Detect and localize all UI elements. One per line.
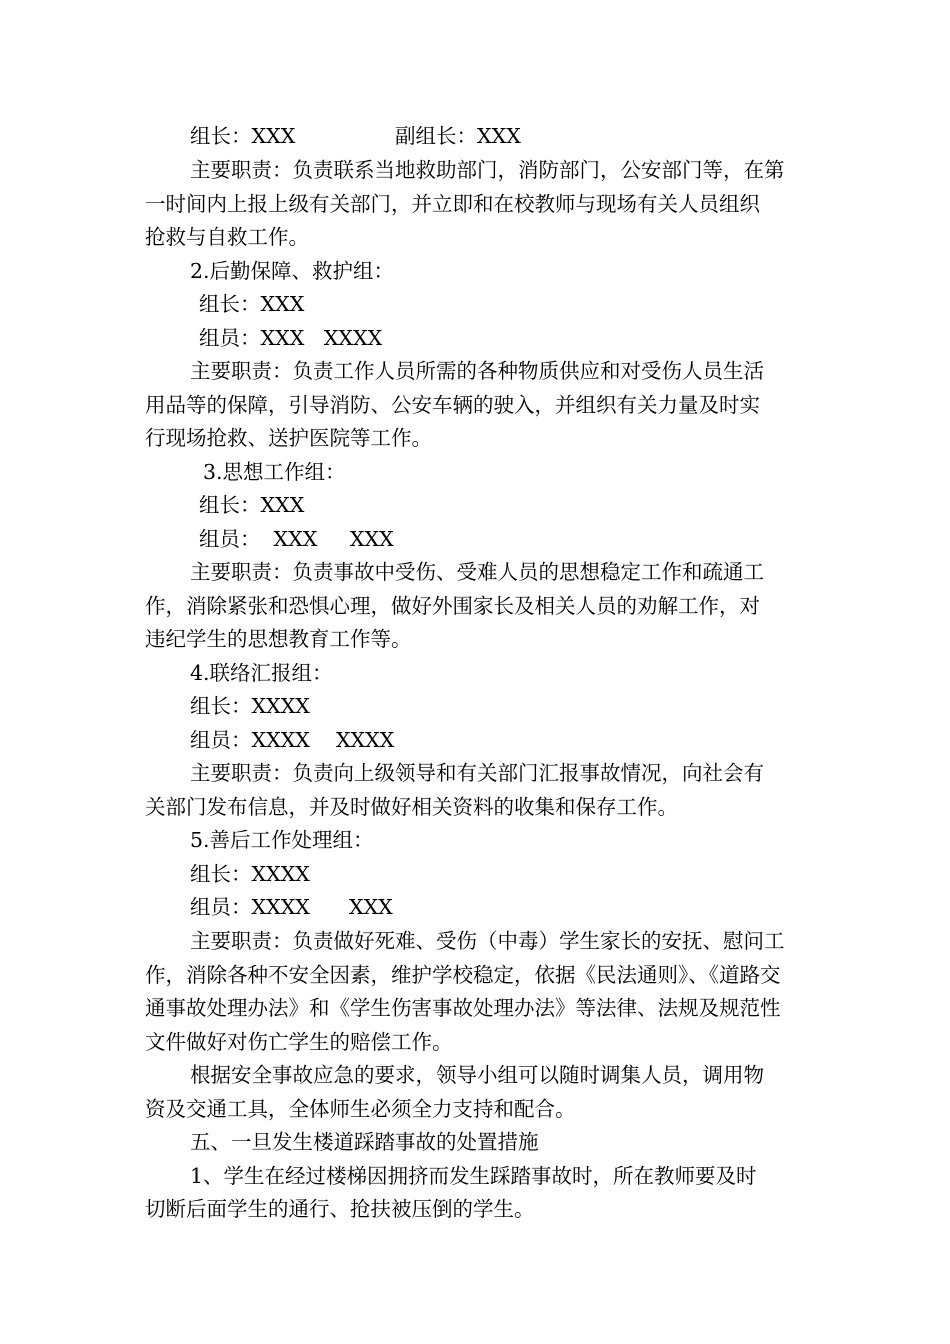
group2-heading: 2.后勤保障、救护组： <box>190 259 395 283</box>
group3-duty-line-1: 主要职责：负责事故中受伤、受难人员的思想稳定工作和疏通工 <box>190 560 764 584</box>
group2-duty-line-1: 主要职责：负责工作人员所需的各种物质供应和对受伤人员生活 <box>190 359 764 383</box>
summary-line-1: 根据安全事故应急的要求，领导小组可以随时调集人员，调用物 <box>190 1063 764 1087</box>
group1-duty-line-1: 主要职责：负责联系当地救助部门，消防部门，公安部门等，在第 <box>190 158 785 182</box>
group4-duty-line-1: 主要职责：负责向上级领导和有关部门汇报事故情况，向社会有 <box>190 761 764 785</box>
group3-members: 组员： XXX XXX <box>199 527 394 551</box>
group1-duty-line-3: 抢救与自救工作。 <box>145 225 309 249</box>
section-5-heading: 五、一旦发生楼道踩踏事故的处置措施 <box>190 1130 539 1154</box>
group5-heading: 5.善后工作处理组： <box>190 828 374 852</box>
group1-leader: 组长：XXX <box>190 124 296 148</box>
group4-heading: 4.联络汇报组： <box>190 661 333 685</box>
group3-duty-line-3: 违纪学生的思想教育工作等。 <box>145 627 412 651</box>
group2-duty-line-3: 行现场抢救、送护医院等工作。 <box>145 426 432 450</box>
group4-leader: 组长：XXXX <box>190 694 310 718</box>
group2-members: 组员：XXX XXXX <box>199 326 383 350</box>
summary-line-2: 资及交通工具，全体师生必须全力支持和配合。 <box>145 1097 576 1121</box>
group3-duty-line-2: 作，消除紧张和恐惧心理，做好外围家长及相关人员的劝解工作，对 <box>145 594 760 618</box>
measure-1-line-2: 切断后面学生的通行、抢扶被压倒的学生。 <box>145 1197 535 1221</box>
group5-duty-line-3: 通事故处理办法》和《学生伤害事故处理办法》等法律、法规及规范性 <box>145 996 781 1020</box>
group1-deputy-leader: 副组长：XXX <box>395 124 521 148</box>
group5-leader: 组长：XXXX <box>190 862 310 886</box>
group3-leader: 组长：XXX <box>199 493 305 517</box>
group2-leader: 组长：XXX <box>199 292 305 316</box>
group4-duty-line-2: 关部门发布信息，并及时做好相关资料的收集和保存工作。 <box>145 795 678 819</box>
group5-duty-line-4: 文件做好对伤亡学生的赔偿工作。 <box>145 1030 453 1054</box>
group3-heading: 3.思想工作组： <box>203 460 346 484</box>
group1-duty-line-2: 一时间内上报上级有关部门，并立即和在校教师与现场有关人员组织 <box>145 192 760 216</box>
group2-duty-line-2: 用品等的保障，引导消防、公安车辆的驶入，并组织有关力量及时实 <box>145 393 760 417</box>
group4-members: 组员：XXXX XXXX <box>190 728 395 752</box>
group5-duty-line-2: 作，消除各种不安全因素，维护学校稳定，依据《民法通则》、《道路交 <box>145 963 781 987</box>
group5-duty-line-1: 主要职责：负责做好死难、受伤（中毒）学生家长的安抚、慰问工 <box>190 929 785 953</box>
measure-1-line-1: 1、学生在经过楼梯因拥挤而发生踩踏事故时，所在教师要及时 <box>190 1164 757 1188</box>
group5-members: 组员：XXXX XXX <box>190 895 393 919</box>
